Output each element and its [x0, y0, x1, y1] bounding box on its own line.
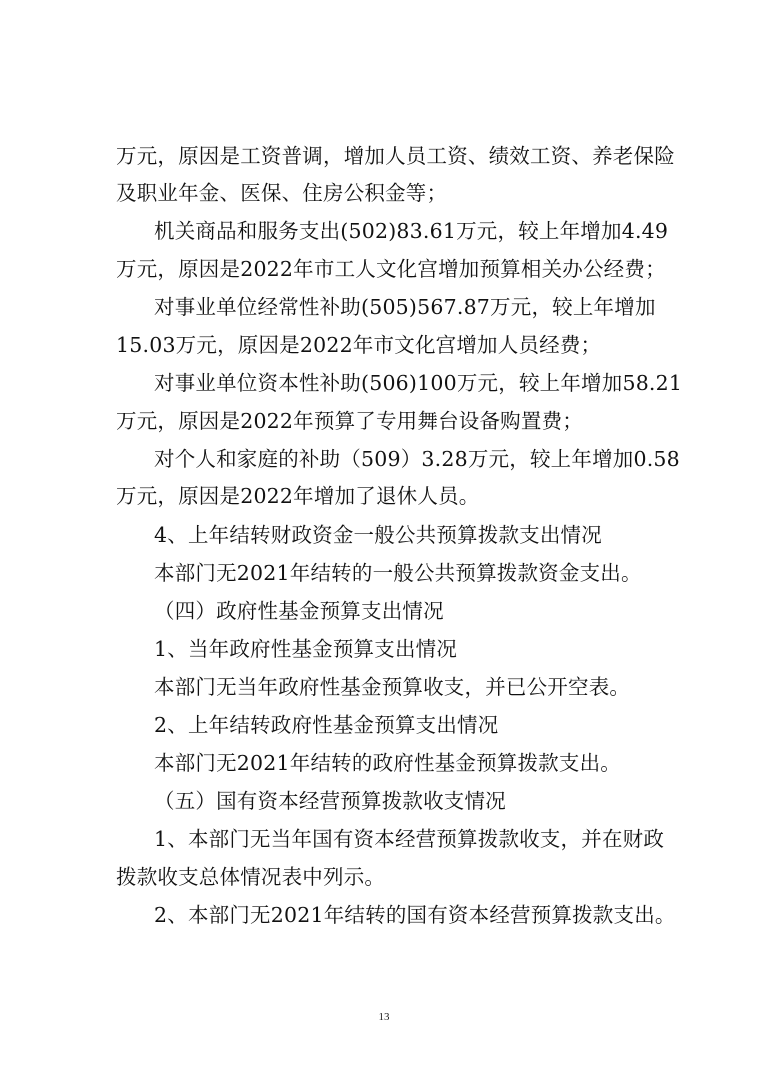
section-heading: 2、上年结转政府性基金预算支出情况 — [154, 713, 499, 737]
section-heading: （五）国有资本经营预算拨款收支情况 — [154, 789, 506, 813]
body-text-line: 万元，原因是工资普调，增加人员工资、绩效工资、养老保险 — [116, 144, 675, 168]
body-text-line: 本部门无2021年结转的政府性基金预算拨款支出。 — [154, 751, 621, 775]
body-text-line: 万元，原因是2022年增加了退休人员。 — [116, 484, 480, 508]
body-text-line: 机关商品和服务支出(502)83.61万元，较上年增加4.49 — [154, 219, 669, 243]
body-text-line: 2、本部门无2021年结转的国有资本经营预算拨款支出。 — [154, 903, 676, 927]
body-text-line: 万元，原因是2022年市工人文化宫增加预算相关办公经费； — [116, 257, 666, 281]
body-text-line: 本部门无2021年结转的一般公共预算拨款资金支出。 — [154, 561, 642, 585]
body-text-line: 对个人和家庭的补助（509）3.28万元，较上年增加0.58 — [154, 447, 680, 471]
body-text-line: 及职业年金、医保、住房公积金等； — [116, 181, 448, 205]
body-text-line: 对事业单位经常性补助(505)567.87万元，较上年增加 — [154, 295, 656, 319]
body-text-line: 对事业单位资本性补助(506)100万元，较上年增加58.21 — [154, 371, 683, 395]
body-text-line: 本部门无当年政府性基金预算收支，并已公开空表。 — [154, 675, 631, 699]
body-text-line: 万元，原因是2022年预算了专用舞台设备购置费； — [116, 409, 583, 433]
page-number: 13 — [378, 1011, 390, 1023]
section-heading: 4、上年结转财政资金一般公共预算拨款支出情况 — [154, 523, 602, 547]
body-text-line: 拨款收支总体情况表中列示。 — [116, 865, 386, 889]
section-heading: 1、当年政府性基金预算支出情况 — [154, 637, 458, 661]
section-heading: （四）政府性基金预算支出情况 — [154, 599, 444, 623]
body-text-line: 15.03万元，原因是2022年市文化宫增加人员经费； — [116, 333, 602, 357]
body-text-line: 1、本部门无当年国有资本经营预算拨款收支，并在财政 — [154, 827, 665, 851]
